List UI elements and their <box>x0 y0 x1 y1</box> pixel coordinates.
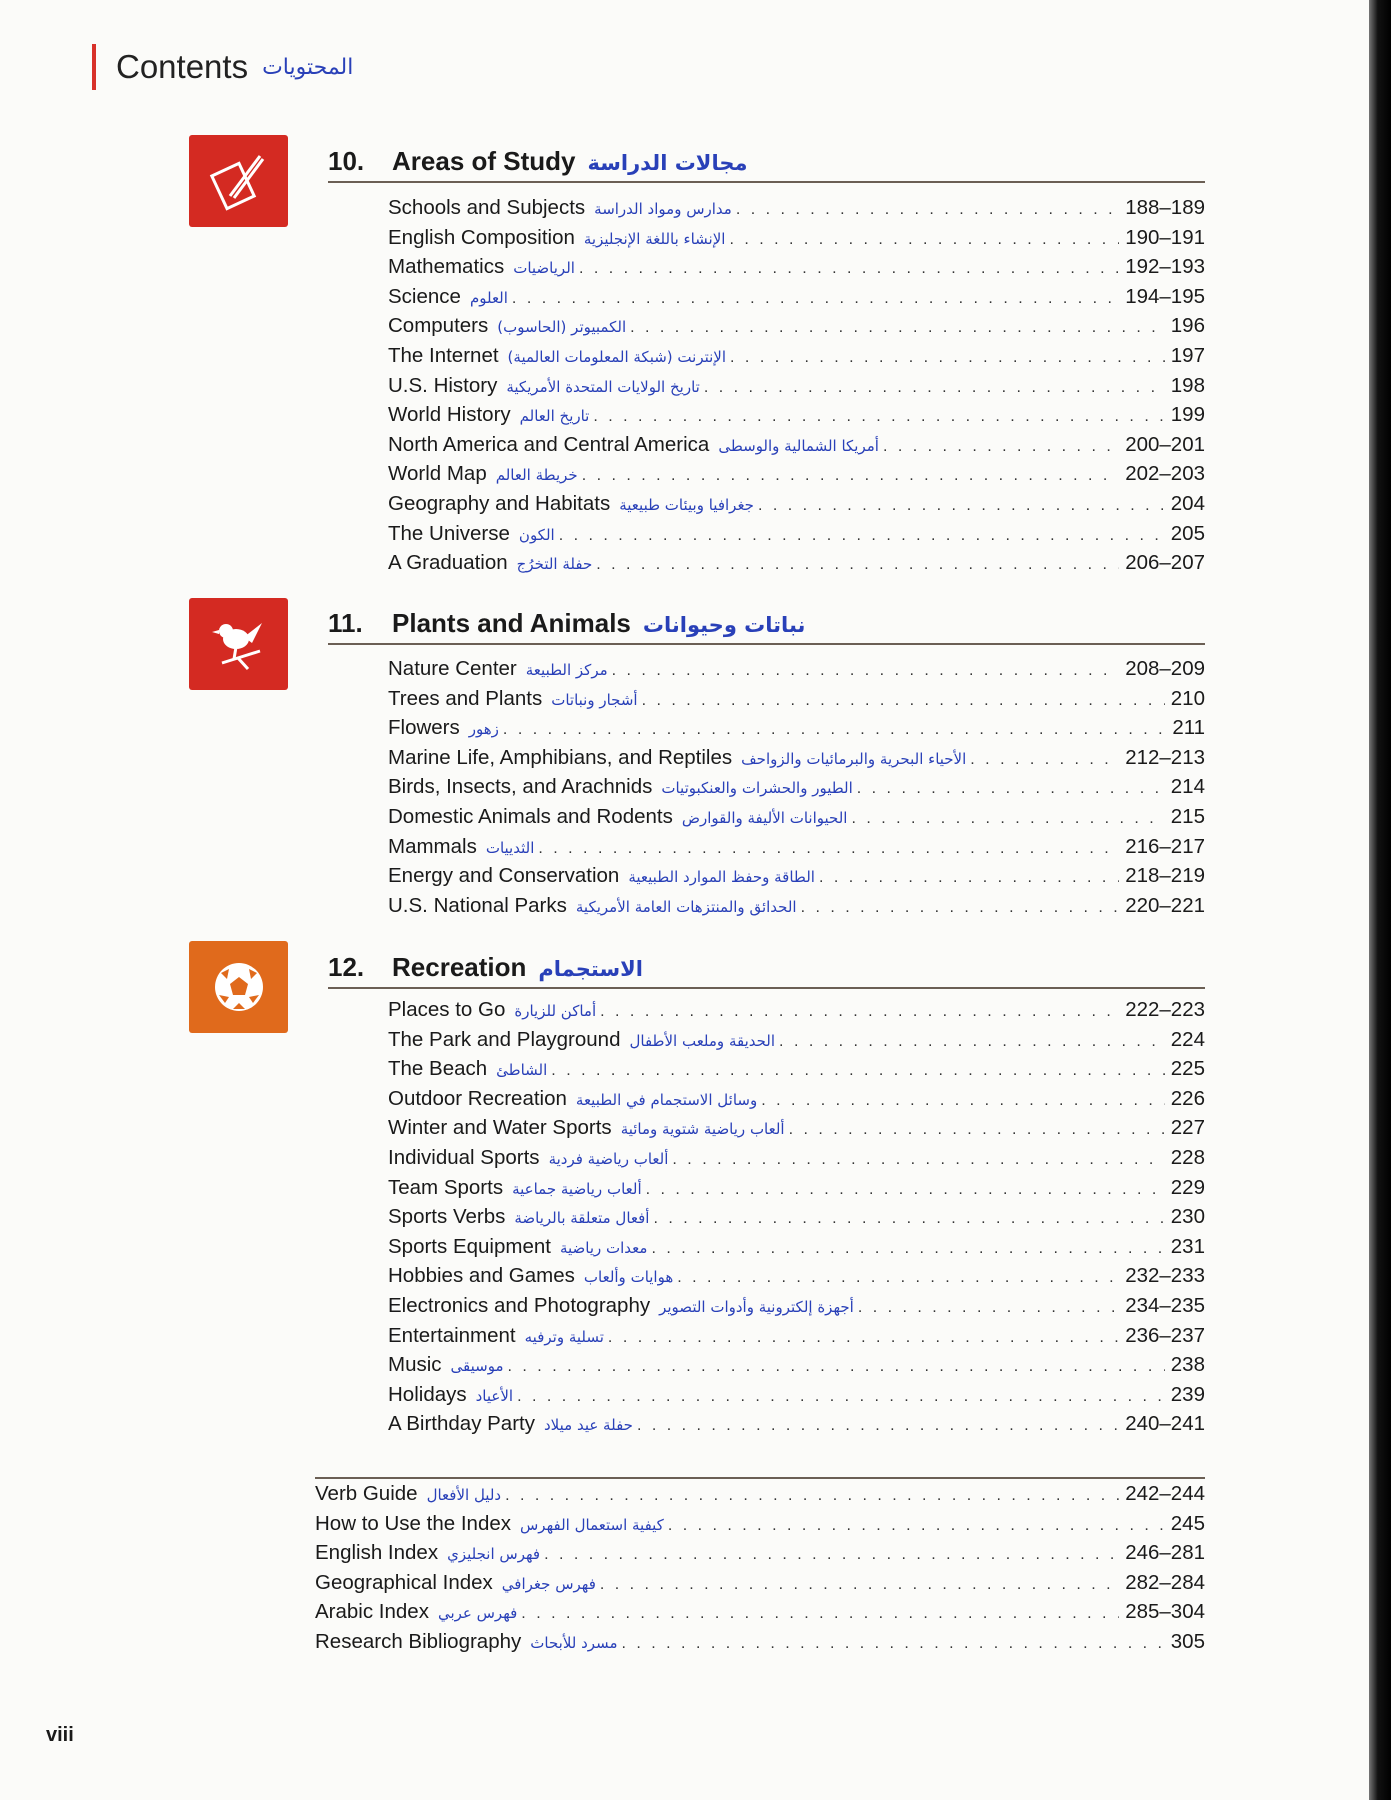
entry-pages: 214 <box>1170 775 1205 799</box>
entry-title-arabic: أجهزة إلكترونية وأدوات التصوير <box>659 1297 854 1316</box>
section-title: Areas of Study <box>392 146 576 176</box>
entry-title-arabic: تاريخ العالم <box>519 407 590 426</box>
dot-leader <box>538 840 1119 858</box>
toc-entry[interactable] <box>388 1383 1205 1413</box>
dot-leader <box>672 1151 1164 1169</box>
entry-title: World History <box>388 403 511 427</box>
entry-pages: 190–191 <box>1125 225 1205 249</box>
dot-leader <box>551 1062 1164 1080</box>
entry-title: Entertainment <box>388 1323 516 1347</box>
entry-title-arabic: الكون <box>518 525 555 544</box>
toc-entry[interactable] <box>388 864 1205 894</box>
entry-title-arabic: الطيور والحشرات والعنكبوتيات <box>661 779 853 798</box>
entry-pages: 204 <box>1170 491 1205 515</box>
toc-entry[interactable] <box>388 805 1205 835</box>
section-title-arabic: مجالات الدراسة <box>587 151 748 175</box>
entry-title: Marine Life, Amphibians, and Reptiles <box>388 745 733 769</box>
entry-pages: 225 <box>1170 1057 1205 1081</box>
dot-leader <box>637 1417 1119 1435</box>
entry-title: How to Use the Index <box>315 1511 511 1535</box>
entry-title: Sports Verbs <box>388 1205 506 1229</box>
entry-pages: 215 <box>1170 804 1205 828</box>
entry-title: Hobbies and Games <box>388 1264 575 1288</box>
notebook-pencil-icon <box>189 135 288 227</box>
toc-entry[interactable] <box>388 746 1205 776</box>
dot-leader <box>668 1517 1165 1535</box>
entry-title-arabic: مسرد للأبحاث <box>530 1633 618 1652</box>
entry-pages: 196 <box>1170 314 1205 338</box>
toc-entry[interactable] <box>388 344 1205 374</box>
entry-title: English Composition <box>388 225 575 249</box>
entry-title-arabic: حفلة التخرُج <box>516 555 593 574</box>
entry-title: Places to Go <box>388 998 506 1021</box>
entry-title: A Graduation <box>388 551 508 575</box>
entry-title-arabic: فهرس انجليزي <box>447 1545 541 1564</box>
entry-title: Holidays <box>388 1382 467 1406</box>
dot-leader <box>779 1033 1165 1051</box>
entry-title-arabic: الكمبيوتر (الحاسوب) <box>497 318 627 337</box>
entry-title-arabic: تاريخ الولايات المتحدة الأمريكية <box>506 377 700 396</box>
toc-entry[interactable] <box>388 1205 1205 1235</box>
entry-title: U.S. History <box>388 373 498 397</box>
dot-leader <box>642 692 1165 710</box>
dot-leader <box>704 379 1165 397</box>
section-title: Recreation <box>392 952 527 982</box>
entry-pages: 220–221 <box>1125 893 1205 917</box>
entry-title: Geographical Index <box>315 1570 493 1594</box>
dot-leader <box>677 1269 1119 1287</box>
entry-title-arabic: الشاطئ <box>496 1061 548 1080</box>
page-title <box>92 44 353 90</box>
entry-title-arabic: جغرافيا وبيئات طبيعية <box>619 495 754 514</box>
entry-pages: 231 <box>1170 1234 1205 1258</box>
entry-title: World Map <box>388 462 487 486</box>
dot-leader <box>608 1329 1119 1347</box>
entry-title: Schools and Subjects <box>388 196 586 219</box>
entry-title: Mathematics <box>388 255 505 279</box>
entry-pages: 194–195 <box>1125 284 1205 308</box>
entry-title: U.S. National Parks <box>388 893 567 917</box>
section-heading-10 <box>328 146 1205 183</box>
dot-leader <box>761 1092 1165 1110</box>
entry-title-arabic: الثدييات <box>485 838 535 857</box>
dot-leader <box>819 869 1119 887</box>
bird-branch-icon <box>189 598 288 690</box>
toc-entry[interactable] <box>388 1412 1205 1442</box>
section-heading-11 <box>328 608 1205 645</box>
entry-pages: 240–241 <box>1125 1412 1205 1436</box>
entry-title: Domestic Animals and Rodents <box>388 804 673 828</box>
entry-title-arabic: أماكن للزيارة <box>514 1002 597 1020</box>
entry-pages: 208–209 <box>1125 657 1205 680</box>
dot-leader <box>736 201 1119 219</box>
entry-pages: 212–213 <box>1125 745 1205 769</box>
toc-entry[interactable] <box>388 196 1205 226</box>
entry-pages: 197 <box>1170 343 1205 367</box>
entry-pages: 226 <box>1170 1086 1205 1110</box>
entry-pages: 238 <box>1170 1353 1205 1377</box>
dot-leader <box>544 1546 1119 1564</box>
toc-entry[interactable] <box>388 285 1205 315</box>
entry-title-arabic: ألعاب رياضية شتوية ومائية <box>620 1120 785 1139</box>
title-arabic: المحتويات <box>262 54 354 80</box>
entry-pages: 228 <box>1170 1145 1205 1169</box>
entry-title: Flowers <box>388 716 460 740</box>
toc-entry[interactable] <box>388 403 1205 433</box>
dot-leader <box>596 556 1119 574</box>
entry-pages: 232–233 <box>1125 1264 1205 1288</box>
toc-entry[interactable] <box>388 492 1205 522</box>
entry-title: Winter and Water Sports <box>388 1116 612 1140</box>
toc-entry[interactable] <box>388 314 1205 344</box>
toc-entry[interactable] <box>388 1324 1205 1354</box>
dot-leader <box>503 721 1166 739</box>
entry-title-arabic: فهرس جغرافي <box>501 1574 596 1593</box>
dot-leader <box>789 1121 1165 1139</box>
entry-title: Energy and Conservation <box>388 864 620 888</box>
entry-pages: 236–237 <box>1125 1323 1205 1347</box>
dot-leader <box>505 1487 1119 1505</box>
entry-pages: 245 <box>1170 1511 1205 1535</box>
entry-title: Research Bibliography <box>315 1629 522 1653</box>
dot-leader <box>579 260 1119 278</box>
toc-entry[interactable] <box>388 657 1205 687</box>
dot-leader <box>653 1210 1164 1228</box>
toc-entry[interactable] <box>388 1028 1205 1058</box>
entry-pages: 210 <box>1170 686 1205 710</box>
entry-title: The Park and Playground <box>388 1027 621 1051</box>
entry-title: Outdoor Recreation <box>388 1086 567 1110</box>
entry-title: North America and Central America <box>388 432 710 456</box>
toc-entry[interactable] <box>388 775 1205 805</box>
entry-pages: 192–193 <box>1125 255 1205 279</box>
section-number: 11. <box>328 608 363 638</box>
entry-title: The Internet <box>388 343 499 367</box>
entry-title-arabic: كيفية استعمال الفهرس <box>520 1515 664 1534</box>
entry-pages: 282–284 <box>1125 1570 1205 1594</box>
back-matter-entries <box>315 1482 1205 1660</box>
toc-entry[interactable] <box>388 462 1205 492</box>
entry-title: Music <box>388 1353 442 1377</box>
title-english: Contents <box>116 48 249 85</box>
entry-title-arabic: الأعياد <box>475 1386 514 1405</box>
dot-leader <box>582 467 1120 485</box>
toc-entry[interactable] <box>388 433 1205 463</box>
dot-leader <box>517 1388 1165 1406</box>
entry-title: Science <box>388 284 461 308</box>
entry-title: Computers <box>388 314 489 338</box>
scan-page-edge <box>1369 0 1391 1800</box>
entry-title-arabic: وسائل الاستجمام في الطبيعة <box>575 1090 758 1109</box>
toc-entry[interactable] <box>388 716 1205 746</box>
dot-leader <box>621 1635 1164 1653</box>
entry-title-arabic: موسيقى <box>450 1357 504 1376</box>
toc-entry[interactable] <box>315 1541 1205 1571</box>
entry-pages: 246–281 <box>1125 1541 1205 1565</box>
toc-entry[interactable] <box>388 1294 1205 1324</box>
entry-pages: 216–217 <box>1125 834 1205 858</box>
entry-title: Team Sports <box>388 1175 504 1199</box>
dot-leader <box>593 408 1164 426</box>
entry-pages: 198 <box>1170 373 1205 397</box>
section-number: 10. <box>328 146 365 176</box>
dot-leader <box>559 527 1165 545</box>
entry-pages: 211 <box>1172 716 1205 740</box>
dot-leader <box>512 290 1119 308</box>
toc-entry[interactable] <box>388 1116 1205 1146</box>
entry-title-arabic: الرياضيات <box>513 259 575 278</box>
entry-title-arabic: الطاقة وحفظ الموارد الطبيعية <box>628 868 815 887</box>
entry-pages: 227 <box>1170 1116 1205 1140</box>
entry-title-arabic: الحديقة وملعب الأطفال <box>629 1031 776 1050</box>
entry-title: English Index <box>315 1541 439 1565</box>
toc-entry[interactable] <box>388 998 1205 1028</box>
entry-title-arabic: الحدائق والمنتزهات العامة الأمريكية <box>575 897 797 916</box>
entry-title-arabic: أمريكا الشمالية والوسطى <box>718 436 879 455</box>
entry-title-arabic: الإنشاء باللغة الإنجليزية <box>583 229 726 248</box>
entry-pages: 230 <box>1170 1205 1205 1229</box>
entry-pages: 206–207 <box>1125 551 1205 575</box>
toc-entry[interactable] <box>388 1264 1205 1294</box>
dot-leader <box>857 780 1165 798</box>
entry-title-arabic: هوايات وألعاب <box>583 1268 674 1287</box>
entry-title: Sports Equipment <box>388 1234 551 1258</box>
entry-pages: 285–304 <box>1125 1600 1205 1624</box>
entry-title: Nature Center <box>388 657 517 680</box>
toc-entry[interactable] <box>388 1353 1205 1383</box>
dot-leader <box>612 662 1120 680</box>
dot-leader <box>630 319 1165 337</box>
dot-leader <box>508 1358 1165 1376</box>
divider <box>315 1477 1205 1479</box>
toc-entry[interactable] <box>388 374 1205 404</box>
entry-pages: 229 <box>1170 1175 1205 1199</box>
toc-entry[interactable] <box>388 1057 1205 1087</box>
toc-entry[interactable] <box>315 1630 1205 1660</box>
dot-leader <box>646 1181 1165 1199</box>
toc-entry[interactable] <box>388 255 1205 285</box>
section-number: 12. <box>328 952 365 982</box>
entry-pages: 205 <box>1170 521 1205 545</box>
entry-title-arabic: الأحياء البحرية والبرمائيات والزواحف <box>741 749 967 768</box>
section-12-entries <box>388 998 1205 1442</box>
entry-pages: 224 <box>1170 1027 1205 1051</box>
entry-title-arabic: أشجار ونباتات <box>551 690 638 709</box>
entry-pages: 242–244 <box>1125 1482 1205 1505</box>
dot-leader <box>729 231 1119 249</box>
toc-entry[interactable] <box>388 226 1205 256</box>
soccer-ball-icon <box>189 941 288 1033</box>
section-title: Plants and Animals <box>392 608 631 638</box>
toc-entry[interactable] <box>315 1571 1205 1601</box>
entry-title: Geography and Habitats <box>388 491 611 515</box>
dot-leader <box>600 1003 1119 1021</box>
entry-title-arabic: حفلة عيد ميلاد <box>543 1416 633 1435</box>
entry-pages: 305 <box>1170 1629 1205 1653</box>
entry-title-arabic: الحيوانات الأليفة والقوارض <box>681 808 848 827</box>
section-title-arabic: نباتات وحيوانات <box>642 613 806 637</box>
entry-pages: 222–223 <box>1125 998 1205 1021</box>
dot-leader <box>883 438 1119 456</box>
toc-entry[interactable] <box>388 1235 1205 1265</box>
toc-entry[interactable] <box>315 1512 1205 1542</box>
entry-title: Mammals <box>388 834 477 858</box>
entry-title-arabic: أفعال متعلقة بالرياضة <box>514 1209 650 1228</box>
dot-leader <box>758 497 1165 515</box>
entry-pages: 202–203 <box>1125 462 1205 486</box>
entry-pages: 200–201 <box>1125 432 1205 456</box>
dot-leader <box>851 810 1164 828</box>
toc-entry[interactable] <box>388 1087 1205 1117</box>
entry-title: The Beach <box>388 1057 488 1081</box>
entry-pages: 218–219 <box>1125 864 1205 888</box>
entry-pages: 239 <box>1170 1382 1205 1406</box>
section-11-entries <box>388 657 1205 923</box>
toc-entry[interactable] <box>315 1482 1205 1512</box>
toc-entry[interactable] <box>315 1600 1205 1630</box>
entry-pages: 234–235 <box>1125 1293 1205 1317</box>
entry-title: Verb Guide <box>315 1482 418 1505</box>
section-title-arabic: الاستجمام <box>538 957 643 981</box>
entry-title: The Universe <box>388 521 510 545</box>
toc-entry[interactable] <box>388 894 1205 924</box>
dot-leader <box>651 1240 1164 1258</box>
entry-title-arabic: خريطة العالم <box>495 466 578 485</box>
entry-title-arabic: معدات رياضية <box>559 1238 648 1257</box>
entry-pages: 199 <box>1170 403 1205 427</box>
toc-entry[interactable] <box>388 522 1205 552</box>
entry-title-arabic: دليل الأفعال <box>426 1486 502 1504</box>
entry-title-arabic: فهرس عربي <box>437 1604 518 1623</box>
toc-entry[interactable] <box>388 551 1205 581</box>
dot-leader <box>730 349 1165 367</box>
entry-title: Arabic Index <box>315 1600 429 1624</box>
entry-pages: 188–189 <box>1125 196 1205 219</box>
dot-leader <box>600 1576 1119 1594</box>
entry-title-arabic: الإنترنت (شبكة المعلومات العالمية) <box>507 347 727 366</box>
entry-title-arabic: مدارس ومواد الدراسة <box>594 200 732 218</box>
section-heading-12 <box>328 952 1205 989</box>
entry-title-arabic: تسلية وترفيه <box>524 1327 604 1346</box>
entry-title-arabic: العلوم <box>469 288 508 307</box>
entry-title-arabic: زهور <box>468 720 499 739</box>
dot-leader <box>858 1299 1119 1317</box>
toc-entry[interactable] <box>388 1176 1205 1206</box>
entry-title: A Birthday Party <box>388 1412 535 1436</box>
entry-title: Birds, Insects, and Arachnids <box>388 775 653 799</box>
entry-title-arabic: ألعاب رياضية جماعية <box>512 1179 642 1198</box>
toc-entry[interactable] <box>388 687 1205 717</box>
entry-title: Individual Sports <box>388 1145 540 1169</box>
entry-title-arabic: مركز الطبيعة <box>525 661 608 679</box>
page-number: viii <box>46 1724 74 1746</box>
dot-leader <box>521 1605 1119 1623</box>
entry-title-arabic: ألعاب رياضية فردية <box>548 1149 669 1168</box>
section-10-entries <box>388 196 1205 581</box>
entry-title: Electronics and Photography <box>388 1293 651 1317</box>
dot-leader <box>801 899 1120 917</box>
toc-entry[interactable] <box>388 1146 1205 1176</box>
dot-leader <box>970 751 1119 769</box>
toc-entry[interactable] <box>388 835 1205 865</box>
entry-title: Trees and Plants <box>388 686 543 710</box>
